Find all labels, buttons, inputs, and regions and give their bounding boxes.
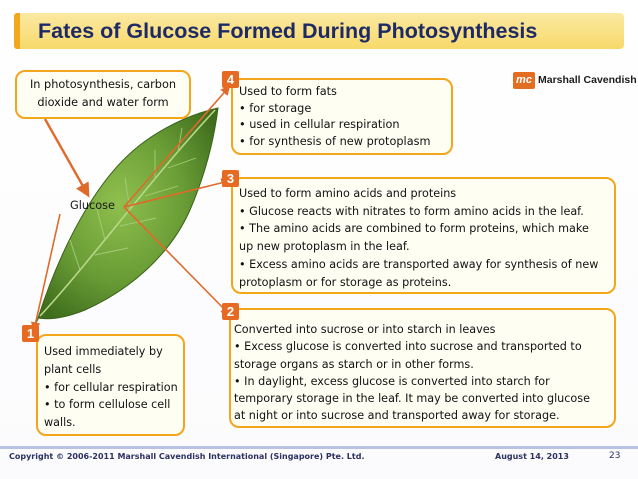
page-number: 23: [609, 451, 621, 461]
fate-line: Used to form amino acids and proteins: [239, 187, 457, 200]
footer-divider: [0, 446, 638, 449]
fate-box-immediate-use: [36, 334, 185, 436]
intro-box: [15, 70, 191, 119]
footer-date: August 14, 2013: [495, 452, 569, 461]
fate-line: • Excess glucose is converted into sucrose and transported to: [234, 340, 582, 354]
fate-line: • Excess amino acids are transported away for synthesis of new: [239, 257, 599, 271]
footer-copyright: Copyright © 2006-2011 Marshall Cavendish International (Singapore) Pte. Ltd.: [9, 452, 365, 461]
logo-text: Marshall Cavendish: [538, 74, 637, 86]
fate-box-amino-acids: [231, 177, 616, 294]
fate-line: protoplasm or for storage as proteins.: [239, 275, 452, 289]
fate-line: • to form cellulose cell: [44, 398, 171, 412]
intro-line: In photosynthesis, carbon: [29, 78, 177, 91]
fate-line: up new protoplasm in the leaf.: [239, 240, 410, 254]
fate-line: plant cells: [44, 362, 102, 376]
logo-mark: mc: [513, 72, 535, 89]
fate-badge-2: 2: [222, 303, 239, 320]
fate-line: • Glucose reacts with nitrates to form amino acids in the leaf.: [239, 204, 584, 218]
fate-line: • used in cellular respiration: [239, 118, 400, 132]
fate-line: • The amino acids are combined to form proteins, which make: [239, 222, 589, 236]
fate-line: storage organs as starch or in other forms.: [234, 357, 474, 371]
fate-box-sucrose-starch: [229, 308, 616, 428]
fate-line: • for storage: [239, 101, 312, 115]
fate-badge-3: 3: [222, 170, 239, 187]
fate-badge-4: 4: [222, 71, 239, 88]
fate-line: • for synthesis of new protoplasm: [239, 134, 431, 148]
fate-line: • for cellular respiration: [44, 380, 178, 394]
fate-box-fats: [231, 78, 453, 155]
intro-line: dioxide and water form: [37, 95, 169, 109]
slide-title: Fates of Glucose Formed During Photosynthesis: [38, 19, 538, 43]
fate-line: walls.: [44, 416, 76, 430]
fate-badge-1: 1: [22, 325, 39, 342]
fate-line: Used immediately by: [44, 345, 163, 358]
fate-line: Converted into sucrose or into starch in leaves: [234, 323, 496, 336]
fate-line: • In daylight, excess glucose is converted into starch for: [234, 374, 550, 388]
fate-line: Used to form fats: [239, 85, 337, 98]
glucose-label: Glucose: [70, 199, 116, 212]
fate-line: at night or into sucrose and transported away for storage.: [234, 409, 560, 423]
fate-line: temporary storage in the leaf. It may be converted into glucose: [234, 392, 590, 406]
